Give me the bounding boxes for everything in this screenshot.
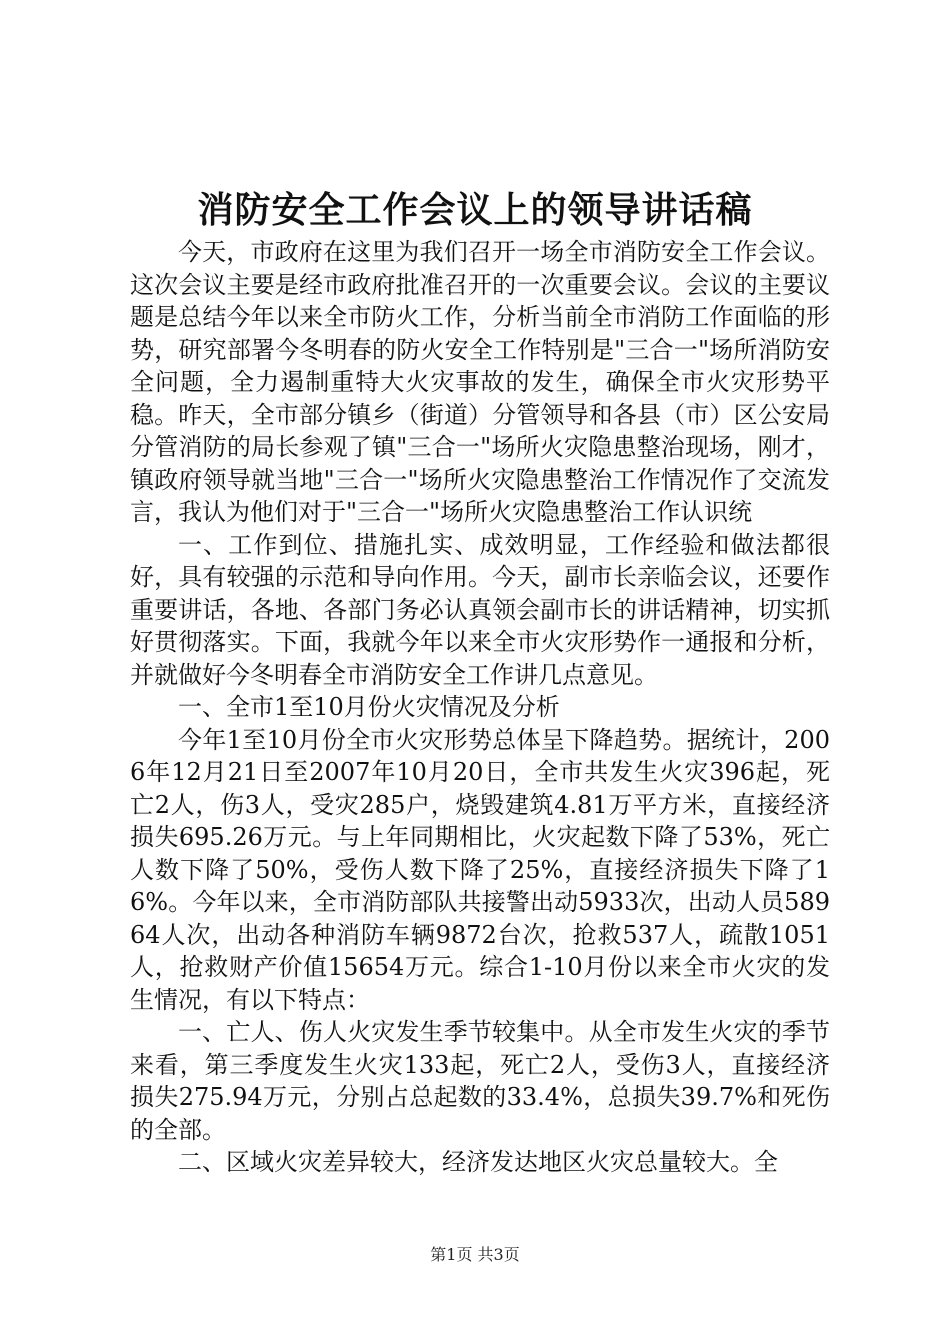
section-heading-fire-situation: 一、全市1至10月份火灾情况及分析 — [178, 693, 560, 721]
document-title: 消防安全工作会议上的领导讲话稿 — [197, 189, 753, 231]
paragraph-regional-difference: 二、区域火灾差异较大，经济发达地区火灾总量较大。全 — [178, 1148, 778, 1176]
paragraph-opening: 今天，市政府在这里为我们召开一场全市消防安全工作会议。这次会议主要是经市政府批准召开的一次重要会议。会议的主要议题是总结今年以来全市防火工作，分析当前全市消防工作面临的形势，研究部署今冬明春的防火安全工作特别是"三合一"场所消防安全问题，全力遏制重特大火灾事故的发生，确保全市火灾形势平稳。昨天，全市部分镇乡（街道）分管领导和各县（市）区公安局分管消防的局长参观了镇"三合一"场所火灾隐患整治现场，刚才，镇政府领导就当地"三合一"场所火灾隐患整治工作情况作了交流发言，我认为他们对于"三合一"场所火灾隐患整治工作认识统 — [130, 238, 830, 526]
paragraph-work-in-place: 一、工作到位、措施扎实、成效明显，工作经验和做法都很好，具有较强的示范和导向作用。今天，副市长亲临会议，还要作重要讲话，各地、各部门务必认真领会副市长的讲话精神，切实抓好贯彻落实。下面，我就今年以来全市火灾形势作一通报和分析，并就做好今冬明春全市消防安全工作讲几点意见。 — [130, 530, 830, 689]
paragraph-statistics: 今年1至10月份全市火灾形势总体呈下降趋势。据统计，2006年12月21日至2007年10月20日，全市共发生火灾396起，死亡2人，伤3人，受灾285户，烧毁建筑4.81万平方米，直接经济损失695.26万元。与上年同期相比，火灾起数下降了53%，死亡人数下降了50%，受伤人数下降了25%，直接经济损失下降了16%。今年以来，全市消防部队共接警出动5933次，出动人员58964人次，出动各种消防车辆9872台次，抢救537人，疏散1051人，抢救财产价值15654万元。综合1-10月份以来全市火灾的发生情况，有以下特点： — [130, 725, 830, 1014]
paragraph-seasonal-concentration: 一、亡人、伤人火灾发生季节较集中。从全市发生火灾的季节来看，第三季度发生火灾133起，死亡2人，受伤3人，直接经济损失275.94万元，分别占总起数的33.4%，总损失39.7%和死伤的全部。 — [130, 1018, 830, 1144]
document-body — [130, 236, 830, 1179]
page-footer: 第1页 共3页 — [430, 1245, 520, 1264]
